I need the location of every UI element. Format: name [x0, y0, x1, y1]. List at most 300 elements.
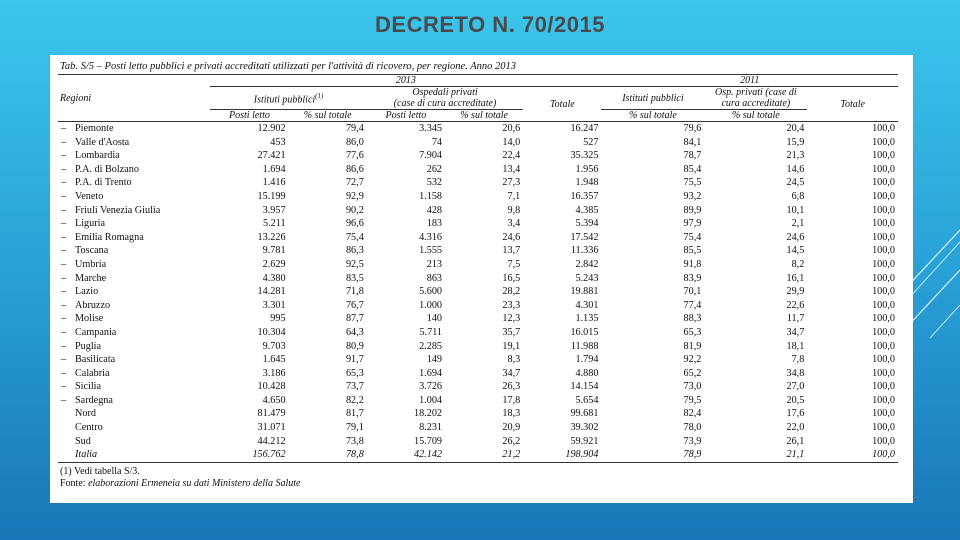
- region-cell: [58, 448, 210, 462]
- cell-pct-pub: 92,9: [345, 190, 364, 202]
- cell-pct-pub: 86,0: [345, 136, 364, 148]
- cell-pub-2011: 93,2: [683, 190, 702, 202]
- cell-pl-priv: 5.600: [419, 286, 442, 298]
- region-name: Molise: [75, 313, 104, 325]
- cell-pct-priv: 13,7: [502, 245, 521, 257]
- cell-pct-pub: 82,2: [345, 394, 364, 406]
- cell-totale: 11.336: [570, 245, 599, 257]
- table-row: [58, 163, 898, 177]
- region-name: Lombardia: [75, 150, 120, 162]
- header-posti-letto-pub: Posti letto: [229, 110, 270, 121]
- table-caption: Tab. S/5 – Posti letto pubblici e privati accreditati utilizzati per l'attività di ricovero, per regione. Anno 2013: [60, 61, 517, 72]
- region-name: Centro: [75, 422, 103, 434]
- cell-pub-2011: 92,2: [683, 354, 702, 366]
- region-name: Campania: [75, 326, 117, 338]
- cell-pct-pub: 86,3: [345, 245, 364, 257]
- cell-priv-2011: 10,1: [786, 204, 805, 216]
- table-row: [58, 272, 898, 286]
- cell-pct-pub: 80,9: [345, 340, 364, 352]
- region-cell: [58, 122, 210, 136]
- cell-priv-2011: 24,5: [786, 177, 805, 189]
- cell-totale: 4.385: [575, 204, 599, 216]
- header-pct-pub-2011: % sul totale: [629, 110, 677, 121]
- region-name: P.A. di Trento: [75, 177, 132, 189]
- cell-pl-priv: 863: [426, 272, 442, 284]
- footnotes: [60, 466, 905, 490]
- cell-pub-2011: 78,9: [683, 449, 702, 461]
- table-row: [58, 149, 898, 163]
- source-prefix: Fonte:: [60, 477, 89, 489]
- cell-totale: 17.542: [570, 231, 599, 243]
- cell-priv-2011: 34,8: [786, 367, 805, 379]
- cell-totale: 1.948: [575, 177, 599, 189]
- table-row: [58, 122, 898, 136]
- cell-priv-2011: 22,6: [786, 299, 805, 311]
- row-dash: –: [61, 258, 67, 270]
- cell-pct-pub: 81,7: [345, 408, 364, 420]
- table-row: [58, 190, 898, 204]
- cell-pl-priv: 1.555: [419, 245, 442, 257]
- cell-pl-priv: 213: [426, 258, 442, 270]
- cell-totale: 16.247: [570, 123, 599, 134]
- cell-pl-pub: 10.428: [257, 381, 286, 393]
- region-name: P.A. di Bolzano: [75, 163, 139, 175]
- table-body: [58, 122, 898, 463]
- cell-priv-2011: 8,2: [791, 258, 805, 270]
- cell-pct-priv: 23,3: [502, 299, 521, 311]
- header-ospedali-privati: Ospedali privati: [412, 87, 478, 98]
- cell-totale: 16.015: [570, 326, 599, 338]
- cell-pct-priv: 19,1: [502, 340, 521, 352]
- cell-pub-2011: 91,8: [683, 258, 702, 270]
- row-dash: –: [61, 177, 67, 189]
- cell-totale: 99.681: [570, 408, 599, 420]
- region-name: Calabria: [75, 367, 110, 379]
- row-dash: –: [61, 299, 67, 311]
- cell-pct-pub: 79,1: [345, 422, 364, 434]
- table-row: [58, 231, 898, 245]
- cell-totale: 39.302: [570, 422, 599, 434]
- table-row: [58, 448, 898, 462]
- cell-pub-2011: 65,3: [683, 326, 702, 338]
- cell-pl-pub: 1.645: [262, 354, 286, 366]
- cell-pct-pub: 86,6: [345, 163, 364, 175]
- cell-priv-2011: 34,7: [786, 326, 805, 338]
- cell-pct-pub: 92,5: [345, 258, 364, 270]
- cell-pl-pub: 3.186: [262, 367, 286, 379]
- region-name: Lazio: [75, 286, 99, 298]
- cell-pl-priv: 2.285: [419, 340, 442, 352]
- region-cell: [58, 176, 210, 190]
- cell-tot-2011: 100,0: [872, 190, 895, 202]
- cell-totale: 35.325: [570, 150, 599, 162]
- cell-pct-priv: 20,9: [502, 422, 521, 434]
- header-istituti-pubblici-2011: Istituti pubblici: [601, 87, 704, 110]
- cell-pl-pub: 5.211: [263, 218, 286, 230]
- cell-tot-2011: 100,0: [872, 367, 895, 379]
- cell-pub-2011: 77,4: [683, 299, 702, 311]
- region-name: Nord: [75, 408, 96, 420]
- cell-pub-2011: 85,4: [683, 163, 702, 175]
- cell-pl-pub: 1.694: [262, 163, 286, 175]
- cell-pct-pub: 90,2: [345, 204, 364, 216]
- row-dash: –: [61, 326, 67, 338]
- region-cell: [58, 136, 210, 150]
- cell-totale: 4.301: [575, 299, 599, 311]
- region-cell: [58, 407, 210, 421]
- row-dash: –: [61, 272, 67, 284]
- row-dash: –: [61, 163, 67, 175]
- cell-pub-2011: 82,4: [683, 408, 702, 420]
- cell-tot-2011: 100,0: [872, 340, 895, 352]
- header-pct-priv: % sul totale: [460, 110, 508, 121]
- cell-pub-2011: 78,7: [683, 150, 702, 162]
- region-cell: [58, 299, 210, 313]
- cell-pl-priv: 1.158: [419, 190, 442, 202]
- header-year-2013: 2013: [210, 75, 601, 87]
- cell-tot-2011: 100,0: [872, 123, 895, 134]
- cell-pct-priv: 35,7: [502, 326, 521, 338]
- cell-pl-priv: 5.711: [419, 326, 442, 338]
- cell-pl-pub: 27.421: [257, 150, 286, 162]
- table-row: [58, 326, 898, 340]
- region-name: Sicilia: [75, 381, 102, 393]
- row-dash: –: [61, 150, 67, 162]
- cell-pct-priv: 26,2: [502, 435, 521, 447]
- header-istituti-pubblici: [210, 87, 366, 110]
- table-row: [58, 258, 898, 272]
- cell-tot-2011: 100,0: [872, 394, 895, 406]
- cell-pct-priv: 27,3: [502, 177, 521, 189]
- cell-priv-2011: 18,1: [786, 340, 805, 352]
- cell-pct-priv: 34,7: [502, 367, 521, 379]
- cell-pub-2011: 88,3: [683, 313, 702, 325]
- slide-title: DECRETO N. 70/2015: [375, 12, 605, 37]
- cell-priv-2011: 6,8: [791, 190, 805, 202]
- table-row: [58, 421, 898, 435]
- cell-pl-priv: 1.694: [419, 367, 442, 379]
- cell-priv-2011: 20,5: [786, 394, 805, 406]
- cell-pl-priv: 149: [426, 354, 442, 366]
- cell-priv-2011: 29,9: [786, 286, 805, 298]
- cell-pct-pub: 78,8: [345, 449, 364, 461]
- cell-priv-2011: 7,8: [791, 354, 805, 366]
- table-row: [58, 244, 898, 258]
- cell-pct-pub: 87,7: [345, 313, 364, 325]
- row-dash: –: [61, 340, 67, 352]
- cell-pub-2011: 75,5: [683, 177, 702, 189]
- cell-pl-pub: 453: [270, 136, 286, 148]
- cell-pl-pub: 156.762: [252, 449, 286, 461]
- cell-pub-2011: 97,9: [683, 218, 702, 230]
- cell-pct-pub: 73,7: [345, 381, 364, 393]
- cell-priv-2011: 15,9: [786, 136, 805, 148]
- region-name: Puglia: [75, 340, 102, 352]
- cell-pub-2011: 79,6: [683, 123, 702, 134]
- cell-pct-priv: 14,0: [502, 136, 521, 148]
- cell-tot-2011: 100,0: [872, 272, 895, 284]
- row-dash: –: [61, 231, 67, 243]
- cell-pct-pub: 96,6: [345, 218, 364, 230]
- cell-pct-pub: 65,3: [345, 367, 364, 379]
- cell-totale: 4.880: [575, 367, 599, 379]
- cell-tot-2011: 100,0: [872, 136, 895, 148]
- region-name: Sud: [75, 435, 91, 447]
- cell-priv-2011: 2,1: [791, 218, 805, 230]
- cell-pct-priv: 7,5: [507, 258, 521, 270]
- cell-pl-pub: 12.902: [257, 123, 286, 134]
- source-note: [60, 478, 905, 490]
- row-dash: –: [61, 136, 67, 148]
- cell-tot-2011: 100,0: [872, 204, 895, 216]
- cell-pl-pub: 995: [270, 313, 286, 325]
- cell-pct-priv: 16,5: [502, 272, 521, 284]
- region-name: Piemonte: [75, 123, 114, 134]
- cell-pct-priv: 24,6: [502, 231, 521, 243]
- cell-pct-pub: 64,3: [345, 326, 364, 338]
- cell-pl-pub: 15.199: [257, 190, 286, 202]
- cell-priv-2011: 24,6: [786, 231, 805, 243]
- cell-pl-pub: 1.416: [262, 177, 286, 189]
- row-dash: –: [61, 245, 67, 257]
- row-dash: –: [61, 218, 67, 230]
- table-row: [58, 380, 898, 394]
- header-pct-pub: % sul totale: [303, 110, 352, 121]
- table-row: [58, 204, 898, 218]
- table-row: [58, 176, 898, 190]
- row-dash: –: [61, 394, 67, 406]
- table-row: [58, 340, 898, 354]
- cell-pl-pub: 81.479: [257, 408, 286, 420]
- cell-pl-priv: 183: [426, 218, 442, 230]
- cell-pl-priv: 428: [426, 204, 442, 216]
- cell-pl-priv: 4.316: [419, 231, 442, 243]
- region-cell: [58, 163, 210, 177]
- cell-pl-priv: 1.000: [419, 299, 442, 311]
- cell-priv-2011: 21,1: [786, 449, 805, 461]
- cell-priv-2011: 21,3: [786, 150, 805, 162]
- cell-priv-2011: 14,6: [786, 163, 805, 175]
- cell-priv-2011: 26,1: [786, 435, 805, 447]
- cell-tot-2011: 100,0: [872, 408, 895, 420]
- cell-pct-priv: 22,4: [502, 150, 521, 162]
- region-name: Friuli Venezia Giulia: [75, 204, 161, 216]
- cell-pct-priv: 3,4: [507, 218, 521, 230]
- cell-pl-priv: 74: [431, 136, 442, 148]
- cell-pct-pub: 79,4: [345, 123, 364, 134]
- cell-pl-pub: 2.629: [262, 258, 286, 270]
- cell-pct-priv: 20,6: [502, 123, 521, 134]
- cell-totale: 2.842: [575, 258, 599, 270]
- table-row: [58, 435, 898, 449]
- cell-pct-pub: 76,7: [345, 299, 364, 311]
- cell-totale: 19.881: [570, 286, 599, 298]
- cell-pct-pub: 72,7: [345, 177, 364, 189]
- cell-totale: 5.654: [575, 394, 599, 406]
- row-dash: –: [61, 313, 67, 325]
- cell-tot-2011: 100,0: [872, 258, 895, 270]
- table-row: [58, 407, 898, 421]
- cell-pl-pub: 44.212: [257, 435, 286, 447]
- cell-pct-priv: 8,3: [507, 354, 521, 366]
- cell-tot-2011: 100,0: [872, 231, 895, 243]
- cell-pl-pub: 13.226: [257, 231, 286, 243]
- cell-pl-pub: 4.380: [262, 272, 286, 284]
- cell-pct-priv: 7,1: [507, 190, 521, 202]
- row-dash: –: [61, 367, 67, 379]
- cell-pl-pub: 9.703: [262, 340, 286, 352]
- cell-tot-2011: 100,0: [872, 449, 895, 461]
- region-cell: [58, 421, 210, 435]
- row-dash: –: [61, 190, 67, 202]
- table-row: [58, 353, 898, 367]
- cell-totale: 5.243: [575, 272, 599, 284]
- cell-tot-2011: 100,0: [872, 150, 895, 162]
- cell-pl-priv: 7.904: [419, 150, 442, 162]
- cell-priv-2011: 22,0: [786, 422, 805, 434]
- region-cell: [58, 312, 210, 326]
- cell-tot-2011: 100,0: [872, 313, 895, 325]
- cell-pub-2011: 73,9: [683, 435, 702, 447]
- cell-pub-2011: 73,0: [683, 381, 702, 393]
- region-cell: [58, 367, 210, 381]
- cell-pct-priv: 21,2: [502, 449, 521, 461]
- region-cell: [58, 217, 210, 231]
- region-cell: [58, 326, 210, 340]
- table-row: [58, 217, 898, 231]
- region-cell: [58, 244, 210, 258]
- cell-pct-priv: 18,3: [502, 408, 521, 420]
- cell-pl-priv: 532: [426, 177, 442, 189]
- footnote-mark: (1): [315, 91, 324, 100]
- cell-priv-2011: 17,6: [786, 408, 805, 420]
- header-totale: Totale: [550, 98, 575, 110]
- cell-pl-priv: 3.345: [419, 123, 442, 134]
- cell-totale: 11.988: [570, 340, 599, 352]
- row-dash: –: [61, 286, 67, 298]
- cell-pl-pub: 9.781: [262, 245, 286, 257]
- cell-tot-2011: 100,0: [872, 299, 895, 311]
- cell-totale: 527: [583, 136, 599, 148]
- table-row: [58, 136, 898, 150]
- region-cell: [58, 394, 210, 408]
- cell-pl-priv: 15.709: [413, 435, 442, 447]
- table-row: [58, 299, 898, 313]
- region-cell: [58, 190, 210, 204]
- header-posti-letto-priv: Posti letto: [385, 110, 427, 121]
- region-name: Liguria: [75, 218, 105, 230]
- cell-pub-2011: 65,2: [683, 367, 702, 379]
- header-regioni: Regioni: [60, 92, 92, 104]
- header-osp-privati-2011: Osp. privati (case di: [715, 87, 797, 98]
- cell-pct-pub: 71,8: [345, 286, 364, 298]
- cell-pct-priv: 9,8: [507, 204, 521, 216]
- region-cell: [58, 258, 210, 272]
- cell-tot-2011: 100,0: [872, 326, 895, 338]
- cell-priv-2011: 16,1: [786, 272, 805, 284]
- region-name: Toscana: [75, 245, 109, 257]
- region-name: Sardegna: [75, 394, 113, 406]
- region-cell: [58, 272, 210, 286]
- cell-pub-2011: 79,5: [683, 394, 702, 406]
- cell-tot-2011: 100,0: [872, 163, 895, 175]
- cell-totale: 1.956: [575, 163, 599, 175]
- region-name: Veneto: [75, 190, 104, 202]
- region-cell: [58, 204, 210, 218]
- cell-pl-pub: 10.304: [257, 326, 286, 338]
- region-name: Italia: [75, 449, 98, 461]
- header-totale-2011: Totale: [840, 98, 865, 110]
- row-dash: –: [61, 354, 67, 366]
- region-cell: [58, 353, 210, 367]
- region-cell: [58, 380, 210, 394]
- cell-pct-pub: 91,7: [345, 354, 364, 366]
- hospital-beds-table: [58, 74, 898, 463]
- cell-tot-2011: 100,0: [872, 354, 895, 366]
- cell-pl-priv: 3.726: [419, 381, 442, 393]
- cell-pub-2011: 89,9: [683, 204, 702, 216]
- region-name: Umbria: [75, 258, 107, 270]
- cell-totale: 59.921: [570, 435, 599, 447]
- region-cell: [58, 231, 210, 245]
- cell-pub-2011: 75,4: [683, 231, 702, 243]
- row-dash: –: [61, 381, 67, 393]
- cell-pl-priv: 18.202: [413, 408, 442, 420]
- cell-pct-priv: 12,3: [502, 313, 521, 325]
- cell-tot-2011: 100,0: [872, 381, 895, 393]
- cell-pct-pub: 73,8: [345, 435, 364, 447]
- cell-pub-2011: 81,9: [683, 340, 702, 352]
- cell-pl-priv: 8.231: [419, 422, 442, 434]
- cell-pl-pub: 4.650: [262, 394, 286, 406]
- cell-pl-priv: 140: [426, 313, 442, 325]
- cell-pub-2011: 70,1: [683, 286, 702, 298]
- region-name: Abruzzo: [75, 299, 111, 311]
- cell-tot-2011: 100,0: [872, 218, 895, 230]
- cell-pub-2011: 83,9: [683, 272, 702, 284]
- cell-tot-2011: 100,0: [872, 435, 895, 447]
- cell-tot-2011: 100,0: [872, 177, 895, 189]
- cell-pct-pub: 77,6: [345, 150, 364, 162]
- cell-pl-priv: 42.142: [413, 449, 442, 461]
- footnote-1: (1) Vedi tabella S/3.: [60, 465, 140, 477]
- row-dash: –: [61, 204, 67, 216]
- table-row: [58, 285, 898, 299]
- table-row: [58, 394, 898, 408]
- cell-pct-priv: 28,2: [502, 286, 521, 298]
- header-year-2011: 2011: [601, 75, 898, 87]
- cell-priv-2011: 14,5: [786, 245, 805, 257]
- cell-tot-2011: 100,0: [872, 422, 895, 434]
- cell-totale: 1.794: [575, 354, 599, 366]
- cell-totale: 16.357: [570, 190, 599, 202]
- cell-pct-pub: 83,5: [345, 272, 364, 284]
- region-cell: [58, 285, 210, 299]
- cell-tot-2011: 100,0: [872, 245, 895, 257]
- region-name: Basilicata: [75, 354, 116, 366]
- cell-pub-2011: 85,5: [683, 245, 702, 257]
- header-osp-privati-2011-line2: cura accreditate): [704, 98, 807, 110]
- header-istituti-pubblici-text: Istituti pubblici: [253, 94, 316, 106]
- cell-pct-priv: 17,8: [502, 394, 521, 406]
- cell-priv-2011: 27,0: [786, 381, 805, 393]
- cell-pl-priv: 1.004: [419, 394, 442, 406]
- cell-totale: 1.135: [575, 313, 599, 325]
- cell-totale: 5.394: [575, 218, 599, 230]
- region-name: Marche: [75, 272, 107, 284]
- cell-pl-pub: 3.301: [262, 299, 286, 311]
- region-cell: [58, 435, 210, 449]
